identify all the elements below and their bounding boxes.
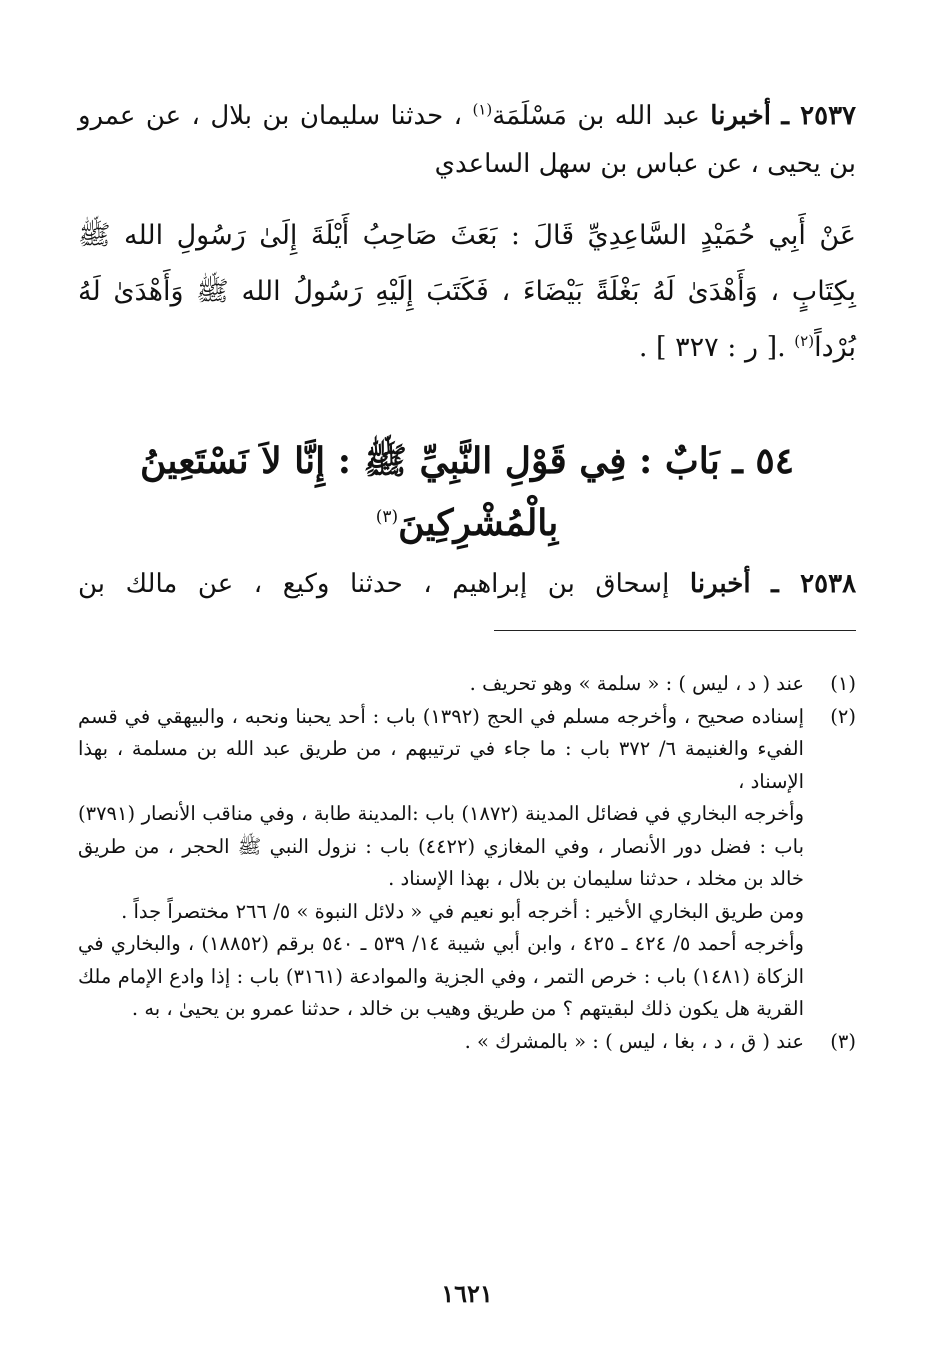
footnote-mark: (٣) bbox=[830, 1029, 856, 1053]
chapter-title-line-2 bbox=[78, 492, 856, 554]
hadith-lead-word: أخبرنا bbox=[710, 101, 771, 131]
hadith-number: ٢٥٣٨ ـ bbox=[771, 569, 857, 599]
hadith-number: ٢٥٣٧ ـ bbox=[781, 101, 856, 131]
isnad-text: عبد الله بن مَسْلَمَة bbox=[492, 101, 700, 131]
hadith-2538-isnad bbox=[78, 560, 856, 608]
hadith-2537-matn bbox=[78, 208, 856, 376]
footnote-paragraph: عند ( د ، ليس ) : « سلمة » وهو تحريف . bbox=[469, 672, 804, 695]
page-number: ١٦٢١ bbox=[441, 1279, 493, 1308]
chapter-title-word: بِالْمُشْرِكِينَ bbox=[398, 502, 559, 544]
footnote-3 bbox=[78, 1026, 856, 1059]
chapter-heading bbox=[78, 430, 856, 554]
isnad-text: إسحاق بن إبراهيم ، حدثنا وكيع ، عن مالك بن bbox=[78, 569, 670, 599]
matn-text: عَنْ أَبِي حُمَيْدٍ السَّاعِدِيِّ قَالَ : بَعَثَ صَاحِبُ أَيْلَةَ إِلَىٰ رَسُولِ الله ﷺ بِكِتَابٍ ، وَأَهْدَىٰ لَهُ بَغْلَةً بَيْضَاءَ ، فَكَتَبَ إِلَيْهِ رَسُولُ الله ﷺ وَأَهْدَىٰ لَهُ بُرْداً bbox=[78, 220, 856, 363]
footnote-paragraph: وأخرجه البخاري في فضائل المدينة (١٨٧٢) باب :المدينة طابة ، وفي مناقب الأنصار (٣٧٩١) باب : فضل دور الأنصار ، وفي المغازي (٤٤٢٢) باب : نزول النبي ﷺ الحجر ، من طريق خالد بن مخلد ، حدثنا سليمان بن بلال ، بهذا الإسناد . bbox=[78, 802, 804, 890]
hadith-lead-word: أخبرنا bbox=[689, 569, 751, 599]
footnote-reference[interactable]: (٢) bbox=[794, 332, 815, 350]
footnote-mark: (٢) bbox=[830, 704, 856, 728]
footnote-paragraph: عند ( ق ، د ، بغا ، ليس ) : « بالمشرك » . bbox=[464, 1029, 804, 1053]
footnote-2 bbox=[78, 701, 856, 1026]
footnote-reference[interactable]: (١) bbox=[472, 100, 493, 119]
footnote-paragraph: إسناده صحيح ، وأخرجه مسلم في الحج (١٣٩٢) باب : أحد يحبنا ونحبه ، والبيهقي في قسم الفيء والغنيمة ٦/ ٣٧٢ باب : ما جاء في ترتيبهم ، من طريق عبد الله بن مسلمة ، بهذا الإسناد ، bbox=[78, 704, 804, 793]
footnote-body bbox=[78, 1026, 804, 1059]
footnote-paragraph: ومن طريق البخاري الأخير : أخرجه أبو نعيم في « دلائل النبوة » ٥/ ٢٦٦ مختصراً جداً . bbox=[121, 899, 804, 923]
isnad-text: ، حدثنا سليمان بن بلال ، عن عمرو بن يحيى ، عن عباس بن سهل الساعدي bbox=[78, 101, 856, 179]
footnote-body bbox=[78, 668, 804, 701]
footnote-divider bbox=[494, 630, 856, 631]
footnote-paragraph: وأخرجه أحمد ٥/ ٤٢٤ ـ ٤٢٥ ، وابن أبي شيبة ١٤/ ٥٣٩ ـ ٥٤٠ برقم (١٨٨٥٢) ، والبخاري في الزكاة (١٤٨١) باب : خرص التمر ، وفي الجزية والموادعة (٣١٦١) باب : إذا وادع الإمام ملك القرية هل يكون ذلك لبقيتهم ؟ من طريق وهيب بن خالد ، حدثنا عمرو بن يحيىٰ ، به . bbox=[78, 932, 804, 1020]
chapter-title-line-1: ٥٤ ـ بَابٌ : فِي قَوْلِ النَّبِيِّ ﷺ : إِنَّا لاَ نَسْتَعِينُ bbox=[139, 440, 795, 482]
footnote-reference[interactable]: (٣) bbox=[375, 507, 399, 527]
book-page bbox=[78, 0, 856, 1372]
footnote-body bbox=[78, 701, 804, 1026]
cross-reference: .[ ر : ٣٢٧ ] . bbox=[638, 332, 786, 363]
footnotes-section bbox=[78, 668, 856, 1058]
footnote-1 bbox=[78, 668, 856, 701]
footnote-mark: (١) bbox=[830, 672, 856, 695]
hadith-2537-isnad bbox=[78, 92, 856, 188]
